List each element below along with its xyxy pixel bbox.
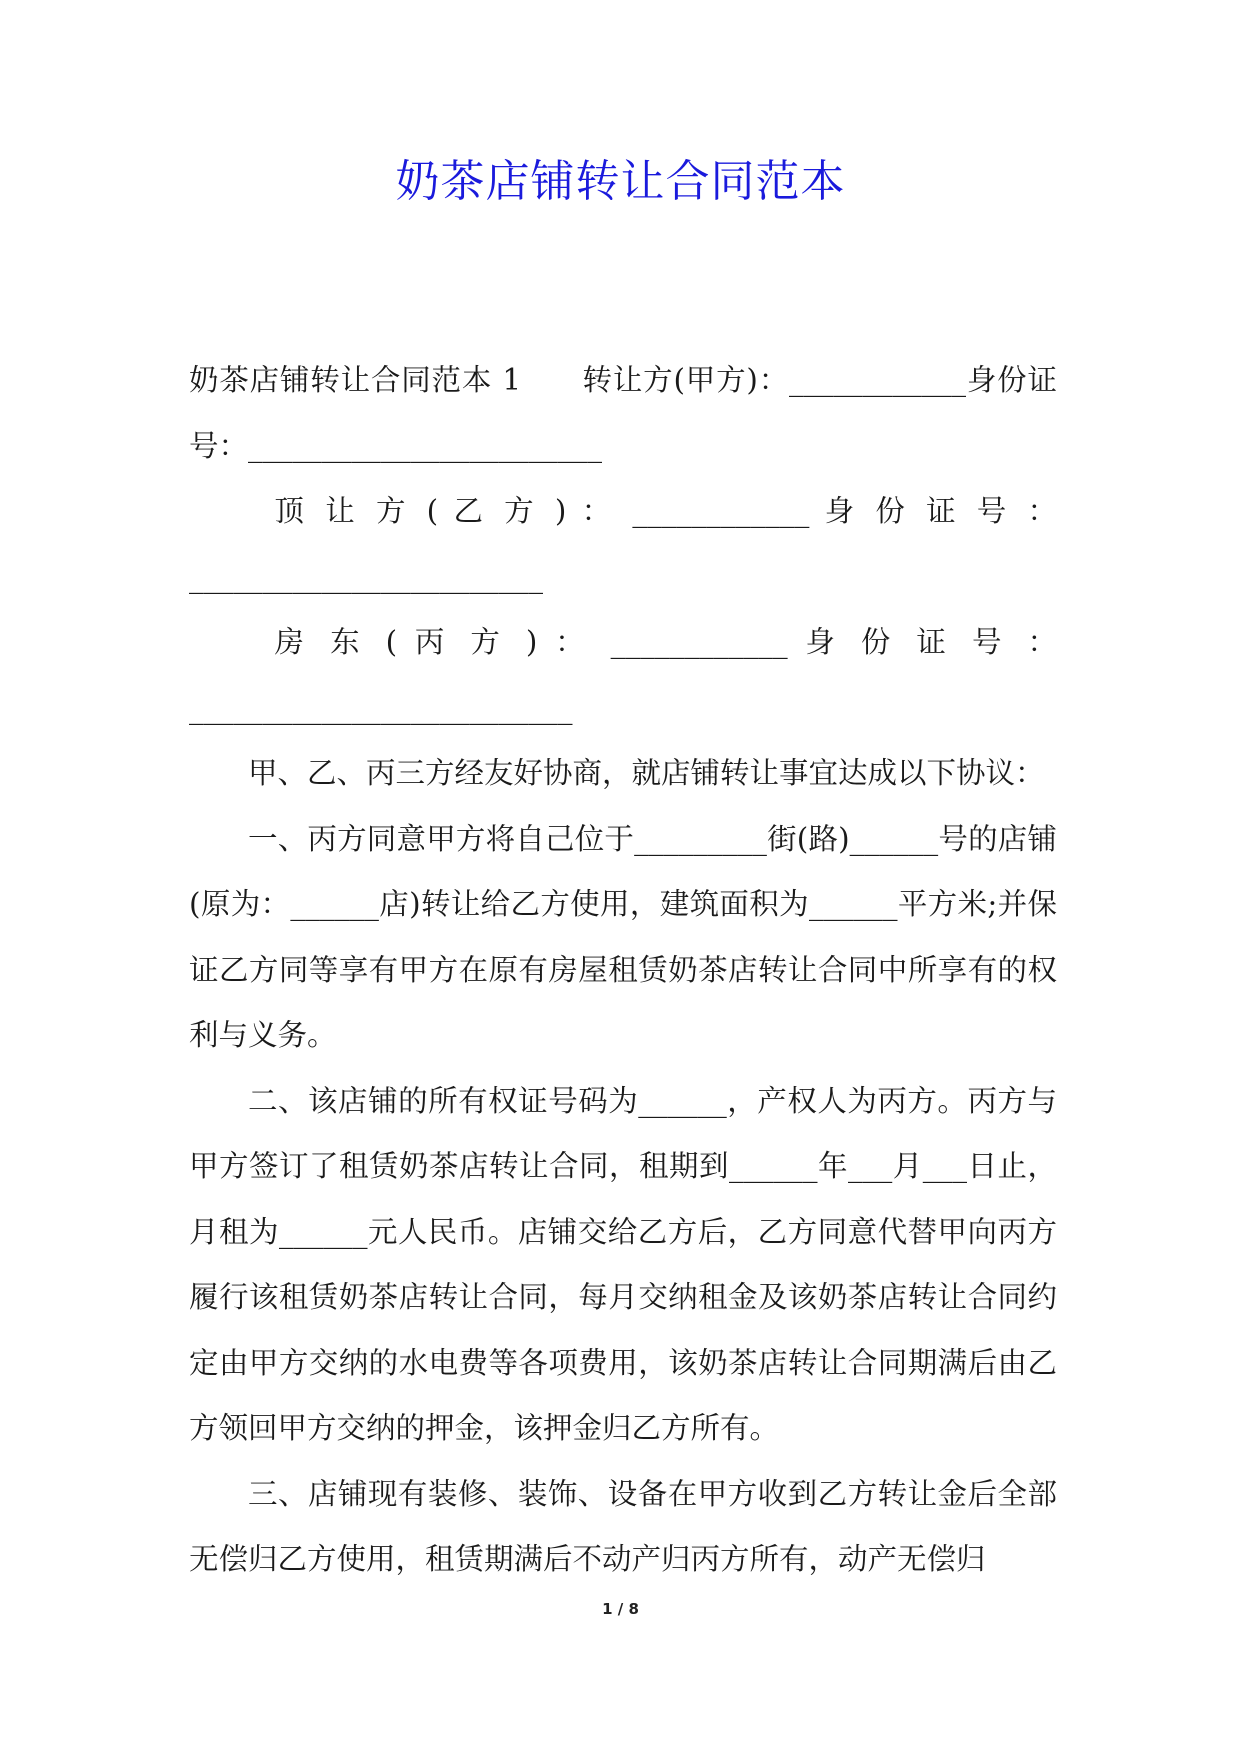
party-b-line: 顶 让 方 ( 乙 方 ) ： ____________ 身 份 证 号 ：	[274, 494, 1058, 528]
party-a-line: 奶茶店铺转让合同范本 1 转让方(甲方)：____________身份证号：________________________	[189, 363, 1057, 463]
party-c-id-blank: __________________________	[189, 690, 573, 725]
agreement-intro: 甲、乙、丙三方经友好协商，就店铺转让事宜达成以下协议：	[248, 756, 1045, 790]
clause-3: 三、店铺现有装修、装饰、设备在甲方收到乙方转让金后全部无偿归乙方使用，租赁期满后不动产归丙方所有，动产无偿归	[189, 1476, 1057, 1576]
document-title: 奶茶店铺转让合同范本	[395, 156, 846, 207]
clause-1: 一、丙方同意甲方将自己位于_________街(路)______号的店铺(原为：______店)转让给乙方使用，建筑面积为______平方米;并保证乙方同等享有甲方在原有房屋租赁奶茶店转让合同中所享有的权利与义务。	[189, 821, 1057, 1052]
party-c-line: 房 东 ( 丙 方 ) ： ____________ 身 份 证 号 ：	[274, 625, 1057, 659]
party-b-id-blank: ________________________	[189, 559, 543, 594]
page-number: 1 / 8	[602, 1600, 639, 1618]
document-body	[189, 348, 1057, 1593]
clause-2: 二、该店铺的所有权证号码为______，产权人为丙方。丙方与甲方签订了租赁奶茶店转让合同，租期到______年___月___日止，月租为______元人民币。店铺交给乙方后，乙方同意代替甲向丙方履行该租赁奶茶店转让合同，每月交纳租金及该奶茶店转让合同约定由甲方交纳的水电费等各项费用，该奶茶店转让合同期满后由乙方领回甲方交纳的押金，该押金归乙方所有。	[189, 1083, 1057, 1445]
